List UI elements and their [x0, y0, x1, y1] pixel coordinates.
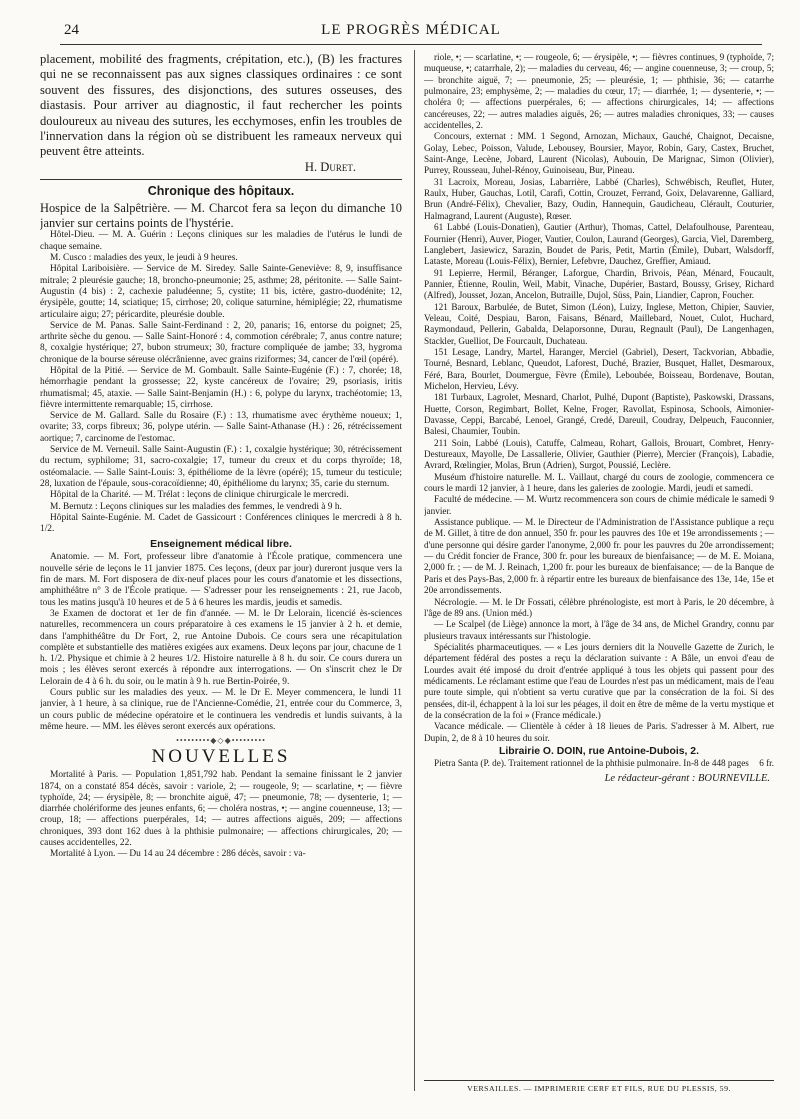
section-ornament: •••••••••◆◇◆••••••••• — [176, 736, 266, 746]
column-divider — [414, 50, 415, 1091]
news-paragraph: — Le Scalpel (de Liège) annonce la mort, à l'âge de 34 ans, de Michel Grandry, connu par plusieurs travaux intéressants sur l'histologie. — [424, 619, 774, 641]
exam-results: 211 Soin, Labbé (Louis), Catuffe, Calmeau, Rohart, Gallois, Brouart, Combret, Henry-Destureaux, Mayolle, De Lassallerie, Olivier, Gauthier (Pierre), Mercier (François), Labadie, Avrard, Rœlingier, Molas, Brun (Adrien), Surgot, Poussié, Leclère. — [424, 437, 774, 471]
news-paragraph: Vacance médicale. — Clientèle à céder à 18 lieues de Paris. S'adresser à M. Albert, rue Dupin, 2, de 8 à 10 heures du soir. — [424, 721, 774, 743]
hospital-paragraph: M. Cusco : maladies des yeux, le jeudi à 9 heures. — [50, 253, 238, 264]
course-paragraph: 3e Examen de doctorat et 1er de fin d'année. — M. le Dr Lelorain, licencié ès-sciences naturelles, recommencera un cours préparatoire à ces examens le 15 janvier à 2 h. et demie, dans l'amphithéâtre du Dr Fort, 2, rue Antoine Dubois. Ce cours sera une récapitulation complète et substantielle des matières exigées aux examens. Deux leçons par jour, chacune de 1 h. 1/2. Physique et chimie à 2 heures 1/2. Histoire naturelle à 8 h. du soir. Ce cours durera un mois ; les élèves seront exercés à répondre aux interrogations. — On s'inscrit chez le Dr Lelorain de 4 à 6 h. du soir, ou le matin à 9 h. rue Bertin-Poirée, 9. — [40, 608, 402, 687]
article-ending: placement, mobilité des fragments, crépitation, etc.), (B) les fractures qui ne se reconnaissent pas aux signes classiques ordinaires : ce sont souvent des fissures, des disjonctions, des sutures osseuses, des diastasis. Pour arriver au diagnostic, il faut rechercher les points douloureux au niveau des sutures, les ecchymoses, enfin les troubles de l'innervation dans la région où se distribuent les rameaux nerveux qui peuvent être atteints. — [40, 52, 402, 159]
course-paragraph: Cours public sur les maladies des yeux. — M. le Dr E. Meyer commencera, le lundi 11 janvier, à 1 heure, à sa clinique, rue de l'Ancienne-Comédie, 21, entrée cour du Commerce, 3, un cours public de médecine opératoire et le continuera les vendredis et lundis suivants, à la même heure. — MM. les élèves seront exercés aux opérations. — [40, 688, 402, 732]
hospital-paragraph: M. Bernutz : Leçons cliniques sur les maladies des femmes, le vendredi à 9 h. — [50, 501, 342, 512]
course-paragraph: Anatomie. — M. Fort, professeur libre d'anatomie à l'École pratique, commencera une nouvelle série de leçons le 11 janvier 1875. Ces leçons, (deux par jour) dureront jusque vers la fin de mars. M. Fort disposera de dix-neuf places pour les cours d'anatomie et les dissections, amphithéâtre n° 3 de l'École pratique. — S'adresser pour les renseignements : 21, rue Jacob, tous les matins jusqu'à 10 heures et de 5 à 6 heures les mardis, jeudis et samedis. — [40, 552, 402, 608]
news-paragraph: riole, •; — scarlatine, •; — rougeole, 6; — érysipèle, •; — fièvres continues, 9 (typhoïde, 7; muqueuse, •; catarrhale, 2); — maladies du cerveau, 46; — angine couenneuse, 3; — croup, 5; — bronchite aiguë, 7; — pneumonie, 25; — pleurésie, 1; — phthisie, 36; — catarrhe pulmonaire, 23; emphysème, 2; — maladies du cœur, 17; — diarrhée, 1; — dysenterie, •; — choléra 0; — affections puerpérales, 6; — affections chirurgicales, 14; — affections cancéreuses, 22; — autres maladies aiguës, 26; — autres maladies chroniques, 33; — causes accidentelles, 2. — [424, 52, 774, 131]
news-paragraph: Faculté de médecine. — M. Wurtz recommencera son cours de chimie médicale le samedi 9 janvier. — [424, 494, 774, 516]
chronicle-heading: Chronique des hôpitaux. — [40, 179, 402, 201]
exam-results: 61 Labbé (Louis-Donatien), Gautier (Arthur), Thomas, Cattel, Delafoulhouse, Parenteau, Fournier (Henri), Auver, Pioger, Vautier, Coulon, Laurand (Georges), Garcia, Viel, Daremberg, Langlebert, Jasiewicz, Sarazin, Boudet de Paris, Petit, Martin (Émile), Dubart, Walsdorff, Lataste, Moreau (Louis-Félix), Bernier, Lefebvre, Dauchez, Greffier, Amiaud. — [424, 222, 774, 267]
exam-results: 121 Baroux, Barbulée, de Butet, Simon (Léon), Luizy, Inglese, Metton, Chipier, Sauvier, Veleau, Coité, Despiau, Baron, Faisans, Bénard, Maillebard, Nouet, Culot, Huchard, Raymondaud, Pellerin, Gabalda, Delaporsonne, Durau, Regnault (Paul), De Langenhagen, Stackler, Guelliot, De Fourcault, Duchateau. — [424, 301, 774, 346]
printer-imprint: VERSAILLES. — IMPRIMERIE CERF ET FILS, RUE DU PLESSIS, 59. — [424, 1080, 774, 1093]
news-heading: NOUVELLES — [151, 746, 291, 768]
hospital-paragraph: Hôtel-Dieu. — M. A. Guérin : Leçons cliniques sur les maladies de l'utérus le lundi de chaque semaine. — [40, 230, 402, 252]
hospital-paragraph: Service de M. Verneuil. Salle Saint-Augustin (F.) : 1, coxalgie hystérique; 30, rétrécissement du rectum, syphilome; 31, sacro-coxalgie; 17, tumeur du creux et du corps thyroïde; 18, ostéomalacie. — Salle Saint-Louis: 3, épithéliome de la lèvre (opéré); 15, tumeur du testicule; 28, luxation de l'épaule, sous-coracoïdienne; 40, épithéliome du larynx; 35, carie du sternum. — [40, 445, 402, 489]
editor-signature: Le rédacteur-gérant : BOURNEVILLE. — [604, 773, 770, 785]
exam-results: 151 Lesage, Landry, Martel, Haranger, Merciel (Gabriel), Desert, Tackvorian, Abbadie, Tourné, Besnard, Leblanc, Queudot, Laforest, Duché, Brazier, Busquet, Hallet, Desmaroux, Féré, Bara, Bourlet, Doumergue, Fèvre (Émile), Leboubée, Boisseau, Bordenave, Boutan, Michelon, Hervieu, Lévy. — [424, 346, 774, 391]
journal-title: LE PROGRÈS MÉDICAL — [321, 22, 501, 38]
chronicle-intro: Hospice de la Salpêtrière. — M. Charcot fera sa leçon du dimanche 10 janvier sur certains points de l'hystérie. — [40, 201, 402, 230]
news-paragraph: Spécialités pharmaceutiques. — « Les jours derniers dit la Nouvelle Gazette de Zurich, le département fédéral des postes a reçu la déclaration suivante : A Bâle, un envoi d'eau de Lourdes avait été imposé du droit d'entrée appliqué à tous les objets qui passent pour des médicaments. Le réclamant estime que l'eau de Lourdes n'est pas un médicament, mais de l'eau pure toute simple, qui n'obtient sa vertu curative que par la consécration de la foi. Si des pensées, dit-il, échappent à la loi sur les péages, il doit en être de même de la vertu mystique et de la consécration de la foi » (France médicale.) — [424, 641, 774, 720]
hospital-paragraph: Hôpital Lariboisière. — Service de M. Siredey. Salle Sainte-Geneviève: 8, 9, insuffisance mitrale; 2 pleurésie gauche; 18, broncho-pneumonie; 25, asthme; 28, péritonite. — Salle Saint-Augustin (4 bis) : 2, cachexie paludéenne; 5, cystite; 11 bis, ictère, gastro-duodénite; 12, érysipèle, goutte; 14, sciatique; 15, cirrhose; 20, colique saturnine, hémiplégie; 22, rhumatisme articulaire aigu; 27; péricardite, pleurésie double. — [40, 264, 402, 320]
news-paragraph: Muséum d'histoire naturelle. M. L. Vaillaut, chargé du cours de zoologie, commencera ce cours le mardi 12 janvier, à 1 heure, dans les galeries de zoologie. Mardi, jeudi et samedi. — [424, 471, 774, 494]
news-paragraph: Assistance publique. — M. le Directeur de l'Administration de l'Assistance publique a reçu de M. Gillet, à titre de don annuel, 350 fr. pour les pauvres des 10e et 19e arrondissements ; — d'une personne qui désire garder l'anonyme, 2,000 fr. pour les pauvres du 20e arrondissement; — du Crédit foncier de France, 300 fr. pour les bureaux de bienfaisance; — de M. E. Moiana, 2,000 fr. ; — de M. J. Reinach, 1,200 fr. pour les bureaux de bienfaisance; — de la Banque de Paris et des Pays-Bas, 2,000 fr. à répartir entre les bureaux de bienfaisance des 13e, 14e, 15e et 20e arrondissements. — [424, 517, 774, 596]
hospital-paragraph: Hôpital Sainte-Eugénie. M. Cadet de Gassicourt : Conférences cliniques le mercredi à 8 h. 1/2. — [40, 512, 402, 535]
book-price: 6 fr. — [759, 757, 774, 768]
news-paragraph: Mortalité à Paris. — Population 1,851,792 hab. Pendant la semaine finissant le 2 janvier 1874, on a constaté 854 décès, savoir : variole, 2; — rougeole, 9; — scarlatine, •; — fièvre typhoïde, 24; — érysipèle, 8; — bronchite aiguë, 47; — pneumonie, 78; — dysenterie, 1; — diarrhée cholériforme des jeunes enfants, 6; — choléra nostras, •; — angine couenneuse, 13; — croup, 18; — affections puerpérales, 14; — autres affections aiguës, 209; — affections chroniques, 393 dont 162 dues à la phthisie pulmonaire; — affections chirurgicales, 20; — causes accidentelles, 22. — [40, 770, 402, 848]
hospital-paragraph: Hôpital de la Charité. — M. Trélat : leçons de clinique chirurgicale le mercredi. — [50, 490, 349, 501]
exam-results: Concours, externat : MM. 1 Segond, Arnozan, Michaux, Gauché, Chaignot, Decaisne, Golay, Lebec, Poisson, Valude, Lebousey, Boursier, Mayor, Robin, Gary, Castex, Bruchet, Saint-Ange, Lecène, Jobard, Laurent (Nicolas), Aubouin, De Marignac, Simon (Olivier), Purrey, Rousseau, Juhel-Rénoy, Guinoiseau, Bur, Pineau. — [424, 131, 774, 176]
header-rule — [60, 44, 762, 45]
news-paragraph: Nécrologie. — M. le Dr Fossati, célèbre phrénologiste, est mort à Paris, le 20 décembre, à l'âge de 89 ans. (Union méd.) — [424, 596, 774, 618]
book-listing — [424, 758, 774, 769]
exam-results: 31 Lacroix, Moreau, Josias, Labarrière, Labbé (Charles), Schwébisch, Reuflet, Huter, Raulx, Huber, Gauchas, Lotil, Carafi, Cottin, Crouzet, Ferrand, Goix, Delavarenne, Galliard, Brun (André-Félix), Chevalier, Bazy, Oudin, Hannequin, Gaudicheau, Clérault, Couturier, Halmagrand, Laurent (Auguste), Rœser. — [424, 176, 774, 221]
publisher-heading: Librairie O. DOIN, rue Antoine-Dubois, 2. — [499, 745, 699, 757]
news-paragraph: Mortalité à Lyon. — Du 14 au 24 décembre : 286 décès, savoir : va- — [50, 849, 306, 860]
hospital-paragraph: Service de M. Gallard. Salle du Rosaire (F.) : 13, rhumatisme avec érythème noueux; 1, ovarite; 33, corps fibreux; 36, polype utérin. — Salle Saint-Athanase (H.) : 26, rétrécissement aortique; 7, carcinome de l'estomac. — [40, 411, 402, 444]
article-author: H. Duret. — [304, 159, 356, 174]
book-title: Pietra Santa (P. de). Traitement rationnel de la phthisie pulmonaire. In-8 de 448 pages — [434, 757, 749, 768]
right-column — [424, 52, 774, 1118]
exam-results: 91 Lepierre, Hermil, Béranger, Laforgue, Chardin, Brivois, Péan, Ménard, Foucault, Pannier, Étienne, Roulin, Weil, Mabit, Vinache, Dupérier, Bastard, Boussy, Grisey, Richard (Alfred), Jousset, Jozan, Ancelon, Butraille, Dujol, Süss, Pain, Liandier, Capron, Foucher. — [424, 267, 774, 301]
page-header — [60, 22, 762, 42]
left-column — [40, 52, 402, 1118]
hospital-paragraph: Service de M. Panas. Salle Saint-Ferdinand : 2, 20, panaris; 16, entorse du poignet; 25, arthrite sèche du genou. — Salle Saint-Honoré : 4, commotion cérébrale; 7, anus contre nature; 8, coxalgie hystérique; 27, bubon strumeux; 30, fracture compliquée de jambe; 33, hygroma chronique de la bourse séreuse olécrânienne, avec grains riziformes; 34, cancer de l'œil (opéré). — [40, 320, 402, 365]
hospital-paragraph: Hôpital de la Pitié. — Service de M. Gombault. Salle Sainte-Eugénie (F.) : 7, chorée; 18, hémorrhagie pendant la grossesse; 22, kyste cancéreux de l'ovaire; 29, psoriasis, iritis rhumatismal; 45, ataxie. — Salle Saint-Benjamin (H.) : 6, polype du larynx, trachéotomie; 13, fièvre intermittente remarquable; 15, cirrhose. — [40, 366, 402, 410]
page-number: 24 — [64, 22, 79, 38]
exam-results: 181 Turbaux, Lagrolet, Mesnard, Charlot, Pulhé, Dupont (Baptiste), Paskowski, Drassans, Huette, Corson, Regimbart, Bollet, Kelne, Froger, Ravollat, Espinosa, Schools, Aimonier-Davasse, Ceppi, Barcabé, Lenoel, Grangé, Credé, Dareuil, Coudray, Delpeuch, Fauconnier, Balesi, Chaumier, Toubin. — [424, 392, 774, 437]
free-teaching-heading: Enseignement médical libre. — [150, 538, 292, 551]
